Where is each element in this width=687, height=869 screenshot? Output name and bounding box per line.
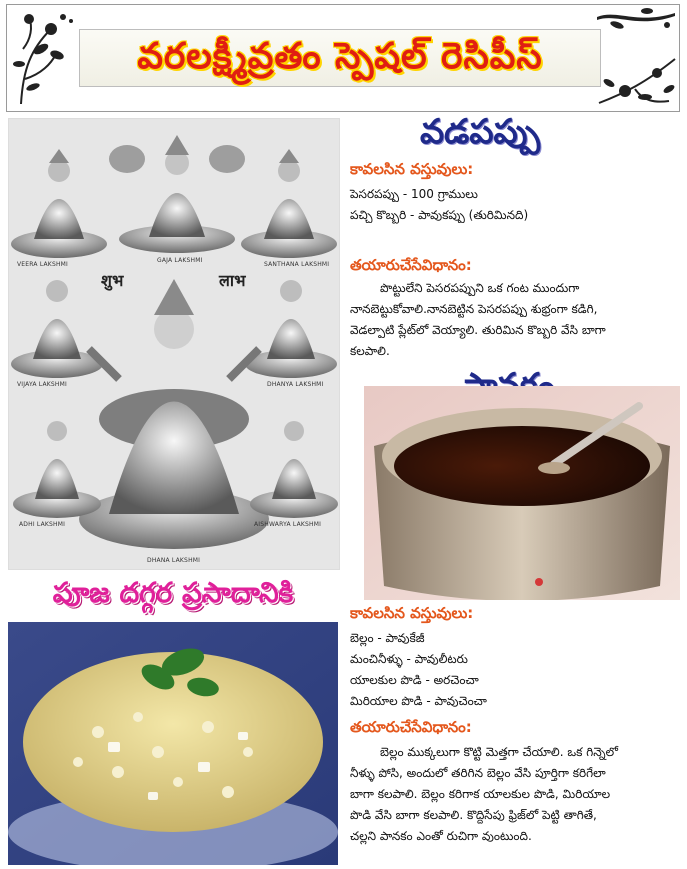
shubh-text: शुभ xyxy=(101,271,124,290)
vada-method-text xyxy=(350,278,675,362)
header-banner xyxy=(6,4,680,112)
method-line: పొట్టులేని పెసరపప్పుని ఒక గంట ముందుగా xyxy=(380,281,580,295)
vada-pappu-title: వడపప్పు xyxy=(420,112,541,152)
labh-text: लाभ xyxy=(219,271,246,290)
vada-pappu-photo xyxy=(8,622,338,865)
label-gaja: GAJA LAKSHMI xyxy=(157,257,203,264)
page-title: వరలక్ష్మీవ్రతం స్పెషల్ రెసిపీస్ xyxy=(137,36,543,77)
ashta-lakshmi-image xyxy=(8,118,340,570)
prasadam-caption: పూజ దగ్గర ప్రసాదానికి xyxy=(52,576,294,609)
panakam-ingredients-list xyxy=(350,628,487,712)
list-item: యాలకుల పొడి - అరచెంచా xyxy=(350,673,479,687)
method-line: నానబెట్టుకోవాలి.నానబెట్టిన పెసరపప్పు శుభ్రంగా కడిగి, xyxy=(350,302,598,316)
method-line: కలపాలి. xyxy=(350,344,390,358)
title-box xyxy=(79,29,601,87)
label-vijaya: VIJAYA LAKSHMI xyxy=(17,381,67,388)
list-item: పచ్చి కొబ్బరి - పావుకప్పు (తురిమినది) xyxy=(350,208,529,222)
label-aishwarya: AISHWARYA LAKSHMI xyxy=(254,521,322,528)
method-line: నీళ్ళు పోసి, అందులో తరిగిన బెల్లం వేసి పూర్తిగా కరిగేలా xyxy=(350,766,606,780)
panakam-method-heading: తయారుచేసేవిధానం: xyxy=(350,718,472,736)
floral-ornament-left-icon xyxy=(11,9,81,109)
label-dhanya: DHANYA LAKSHMI xyxy=(267,381,324,388)
label-adhi: ADHI LAKSHMI xyxy=(19,521,66,528)
vada-ingredients-heading: కావలసిన వస్తువులు: xyxy=(350,160,474,178)
floral-ornament-bottom-right-icon xyxy=(595,53,679,109)
label-dhana: DHANA LAKSHMI xyxy=(147,557,201,564)
label-santhana: SANTHANA LAKSHMI xyxy=(264,261,330,268)
panakam-photo xyxy=(364,386,680,600)
label-veera: VEERA LAKSHMI xyxy=(17,261,69,268)
method-line: చల్లని పానకం ఎంతో రుచిగా వుంటుంది. xyxy=(350,829,532,843)
vada-method-heading: తయారుచేసేవిధానం: xyxy=(350,256,472,274)
list-item: మిరియాల పొడి - పావుచెంచా xyxy=(350,694,487,708)
list-item: మంచినీళ్ళు - పావులీటరు xyxy=(350,652,468,666)
method-line: వెడల్పాటి ప్లేట్‌లో వెయ్యాలి. తురిమిన కొబ్బరి వేసి బాగా xyxy=(350,323,606,337)
method-line: పొడి వేసి బాగా కలపాలి. కొద్దిసేపు ఫ్రిజ్‌లో పెట్టి తాగితే, xyxy=(350,808,597,822)
list-item: పెసరపప్పు - 100 గ్రాములు xyxy=(350,187,478,201)
vada-ingredients-list xyxy=(350,184,528,226)
method-line: బెల్లం ముక్కలుగా కొట్టి మెత్తగా చేయాలి. ఒక గిన్నెలో xyxy=(380,745,618,759)
list-item: బెల్లం - పావుకేజీ xyxy=(350,631,425,645)
panakam-method-text xyxy=(350,742,675,847)
method-line: బాగా కలపాలి. బెల్లం కరిగాక యాలకుల పొడి, మిరియాల xyxy=(350,787,611,801)
floral-ornament-top-right-icon xyxy=(597,7,677,37)
panakam-ingredients-heading: కావలసిన వస్తువులు: xyxy=(350,604,474,622)
